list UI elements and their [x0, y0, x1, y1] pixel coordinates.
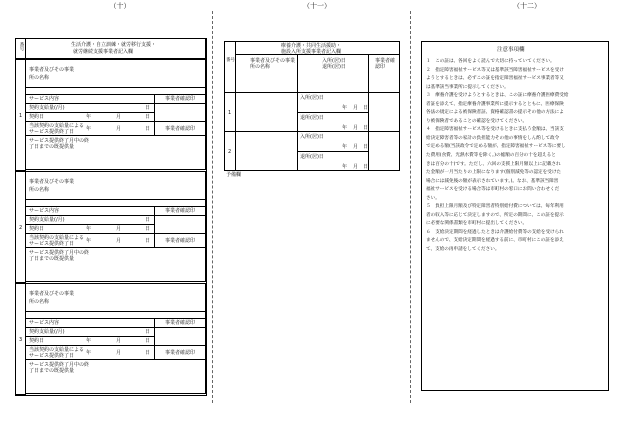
note-line: 者証を添えて、指定療養介護事業所に提示するとともに、医療保険 — [426, 101, 564, 107]
left-end-seal-label: 事業者確認印 — [165, 350, 196, 356]
note-line: 給決定障害者等の家計の負担能力その他の事情をしん酌して政令 — [426, 135, 560, 141]
left-end-day: 日 — [145, 238, 151, 244]
mid-seal-cell — [368, 131, 400, 171]
note-line: ６ 支給決定期間を経過したときは介護給付費等の支給を受けられ — [426, 229, 564, 235]
note-line: １ この証は、各回をよく読んで大切に持っていてください。 — [426, 59, 555, 64]
left-used-label: サービス提供終了月中の終了日までの既提供量 — [29, 362, 90, 374]
note-line: て、支給の再申請をしてください。 — [426, 247, 500, 253]
mid-in-day: 日 — [363, 105, 369, 111]
left-end-seal-cell — [154, 345, 206, 360]
note-line: ようとするときは、必ずこの証を指定障害福祉サービス事業者等又 — [426, 76, 564, 82]
mid-in-label: 入所(居)日 — [300, 95, 324, 101]
left-contract-month: 月 — [116, 114, 122, 120]
page-number-10: （十） — [109, 2, 131, 10]
notes-title: 注意事項欄 — [497, 47, 525, 53]
note-line: で定める額(当該政令で定める額が、指定障害福祉サービス等に要し — [426, 144, 566, 150]
left-seal-box — [154, 327, 206, 346]
page-number-11: （十一） — [303, 2, 331, 10]
note-line: た費用(食費、光熱水費等を除く。)の総額の百分の十を超えると — [426, 153, 556, 159]
fold-line-left — [212, 11, 213, 403]
mid-out-month: 月 — [353, 164, 359, 170]
fold-line-right — [410, 11, 411, 403]
left-used-cell — [25, 135, 206, 170]
note-line: は基準該当事業所に提示してください。 — [426, 84, 509, 90]
left-num-header: 番号 — [15, 38, 26, 59]
left-contract-label: 契約日 — [29, 114, 45, 120]
mid-out-label: 退所(居)日 — [300, 154, 324, 160]
left-contract-label: 契約日 — [29, 338, 45, 344]
left-service-label: サービス内容 — [29, 96, 60, 102]
mid-out-cell — [297, 151, 369, 171]
left-amount-label: 契約支給量(/月) — [29, 329, 65, 335]
mid-in-year: 年 — [342, 144, 348, 150]
left-amount-day: 日 — [145, 217, 151, 223]
note-line: ５ 負担上限月額及び特定障害者特別給付費については、毎年利用 — [426, 204, 564, 210]
left-contract-month: 月 — [116, 338, 122, 344]
note-line: きは百分の十)です。ただし、六回の支援上限月額以上に記載され — [426, 161, 561, 167]
mid-row-number-value: 1 — [228, 110, 232, 116]
mid-out-year: 年 — [342, 125, 348, 131]
left-contract-label: 契約日 — [29, 226, 45, 232]
left-office-label: 事業者及びその事業所の名称 — [29, 67, 75, 81]
left-contract-day: 日 — [145, 226, 151, 232]
note-line: ませんので、支給決定期間を経過する前に、市町村にこの証を添え — [426, 238, 564, 244]
left-office-label: 事業者及びその事業所の名称 — [29, 179, 75, 193]
left-seal-label: 事業者確認印 — [165, 96, 196, 102]
reserve-label: 予備欄 — [226, 172, 242, 178]
left-end-year: 年 — [86, 350, 92, 356]
left-end-cell — [25, 233, 155, 248]
left-end-label: 当該契約の支給量によるサービス提供終了日 — [29, 235, 85, 247]
note-line: た金額が一月当たりの上限になります(個別減免等の認定を受けた — [426, 170, 562, 176]
mid-name-cell — [235, 92, 298, 132]
left-service-label: サービス内容 — [29, 320, 60, 326]
left-office-cell — [25, 171, 206, 200]
left-amount-label: 契約支給量(/月) — [29, 105, 65, 111]
mid-out-day: 日 — [363, 125, 369, 131]
left-end-day: 日 — [145, 350, 151, 356]
left-end-month: 月 — [116, 238, 122, 244]
left-used-label: サービス提供終了月中の終了日までの既提供量 — [29, 138, 90, 150]
note-line: ２ 指定障害福祉サービス等又は基準該当障害福祉サービスを受け — [426, 67, 564, 73]
mid-out-day: 日 — [363, 164, 369, 170]
left-contract-year: 年 — [86, 114, 92, 120]
mid-col-name: 事業者及びその事業所の名称 — [235, 54, 298, 93]
left-office-cell — [25, 59, 206, 88]
left-end-month: 月 — [116, 350, 122, 356]
left-end-day: 日 — [145, 126, 151, 132]
mid-out-year: 年 — [342, 164, 348, 170]
mid-out-label: 退所(居)日 — [300, 115, 324, 121]
note-line: 福祉サービスを受ける場合等は市町村の窓口にお問い合わせくだ — [426, 187, 560, 193]
mid-num-header: 番号 — [224, 41, 236, 93]
note-line: り被保険者であることの確認を受けてください。 — [426, 118, 528, 124]
left-seal-box — [154, 103, 206, 122]
left-used-cell — [25, 359, 206, 394]
note-line: に必要な関係書類を市町村に提出してください。 — [426, 221, 528, 227]
page-number-12: （十二） — [513, 2, 541, 10]
left-end-label: 当該契約の支給量によるサービス提供終了日 — [29, 347, 85, 359]
left-end-seal-label: 事業者確認印 — [165, 126, 196, 132]
left-seal-label: 事業者確認印 — [165, 208, 196, 214]
note-line: さい。 — [426, 195, 440, 201]
mid-col-dates: 入所(居)日 退所(居)日 — [297, 54, 369, 93]
mid-title: 療養介護・共同生活援助・ 施設入所支援事業者記入欄 — [235, 41, 400, 55]
left-row-number-value: 3 — [19, 336, 23, 343]
left-seal-box — [154, 215, 206, 234]
left-contract-year: 年 — [86, 338, 92, 344]
left-contract-month: 月 — [116, 226, 122, 232]
mid-in-cell — [297, 92, 369, 113]
left-row-number-value: 1 — [19, 112, 23, 119]
left-end-month: 月 — [116, 126, 122, 132]
left-contract-day: 日 — [145, 114, 151, 120]
left-seal-label: 事業者確認印 — [165, 320, 196, 326]
mid-out-month: 月 — [353, 125, 359, 131]
note-line: 各法の規定による被保険者証、資格確認書の提示その他の方法によ — [426, 110, 564, 116]
mid-seal-cell — [368, 92, 400, 132]
left-amount-label: 契約支給量(/月) — [29, 217, 65, 223]
left-end-seal-cell — [154, 233, 206, 248]
left-used-cell — [25, 247, 206, 282]
left-amount-day: 日 — [145, 105, 151, 111]
note-line: ４ 指定障害福祉サービス等を受けるときに支払う金額は、当該支 — [426, 127, 564, 133]
mid-in-cell — [297, 131, 369, 152]
note-line: ３ 療養介護を受けようとするときは、この証に療養介護医療費受給 — [426, 93, 569, 99]
note-line: 者の収入等に応じて決定しますので、所定の期間に、この証を提示 — [426, 212, 564, 218]
left-office-label: 事業者及びその事業所の名称 — [29, 291, 75, 305]
left-end-cell — [25, 345, 155, 360]
mid-row-number-value: 2 — [228, 149, 232, 155]
left-contract-day: 日 — [145, 338, 151, 344]
left-end-year: 年 — [86, 126, 92, 132]
left-title: 生活介護・自立訓練・就労移行支援・ 就労継続支援事業者記入欄 — [25, 38, 206, 59]
left-end-seal-label: 事業者確認印 — [165, 238, 196, 244]
mid-name-cell — [235, 131, 298, 171]
left-contract-year: 年 — [86, 226, 92, 232]
mid-in-label: 入所(居)日 — [300, 134, 324, 140]
mid-col-seal: 事業者確認印 — [368, 54, 400, 93]
left-end-year: 年 — [86, 238, 92, 244]
mid-in-month: 月 — [353, 144, 359, 150]
left-used-label: サービス提供終了月中の終了日までの既提供量 — [29, 250, 90, 262]
left-service-label: サービス内容 — [29, 208, 60, 214]
left-amount-day: 日 — [145, 329, 151, 335]
mid-in-day: 日 — [363, 144, 369, 150]
mid-out-cell — [297, 112, 369, 132]
left-end-cell — [25, 121, 155, 136]
left-end-seal-cell — [154, 121, 206, 136]
notes-list — [426, 58, 604, 255]
left-end-label: 当該契約の支給量によるサービス提供終了日 — [29, 123, 85, 135]
left-row-number-value: 2 — [19, 224, 23, 231]
note-line: 場合には減免後の額が表示されています。)。なお、基準該当障害 — [426, 178, 559, 184]
mid-in-year: 年 — [342, 105, 348, 111]
mid-in-month: 月 — [353, 105, 359, 111]
left-office-cell — [25, 283, 206, 312]
